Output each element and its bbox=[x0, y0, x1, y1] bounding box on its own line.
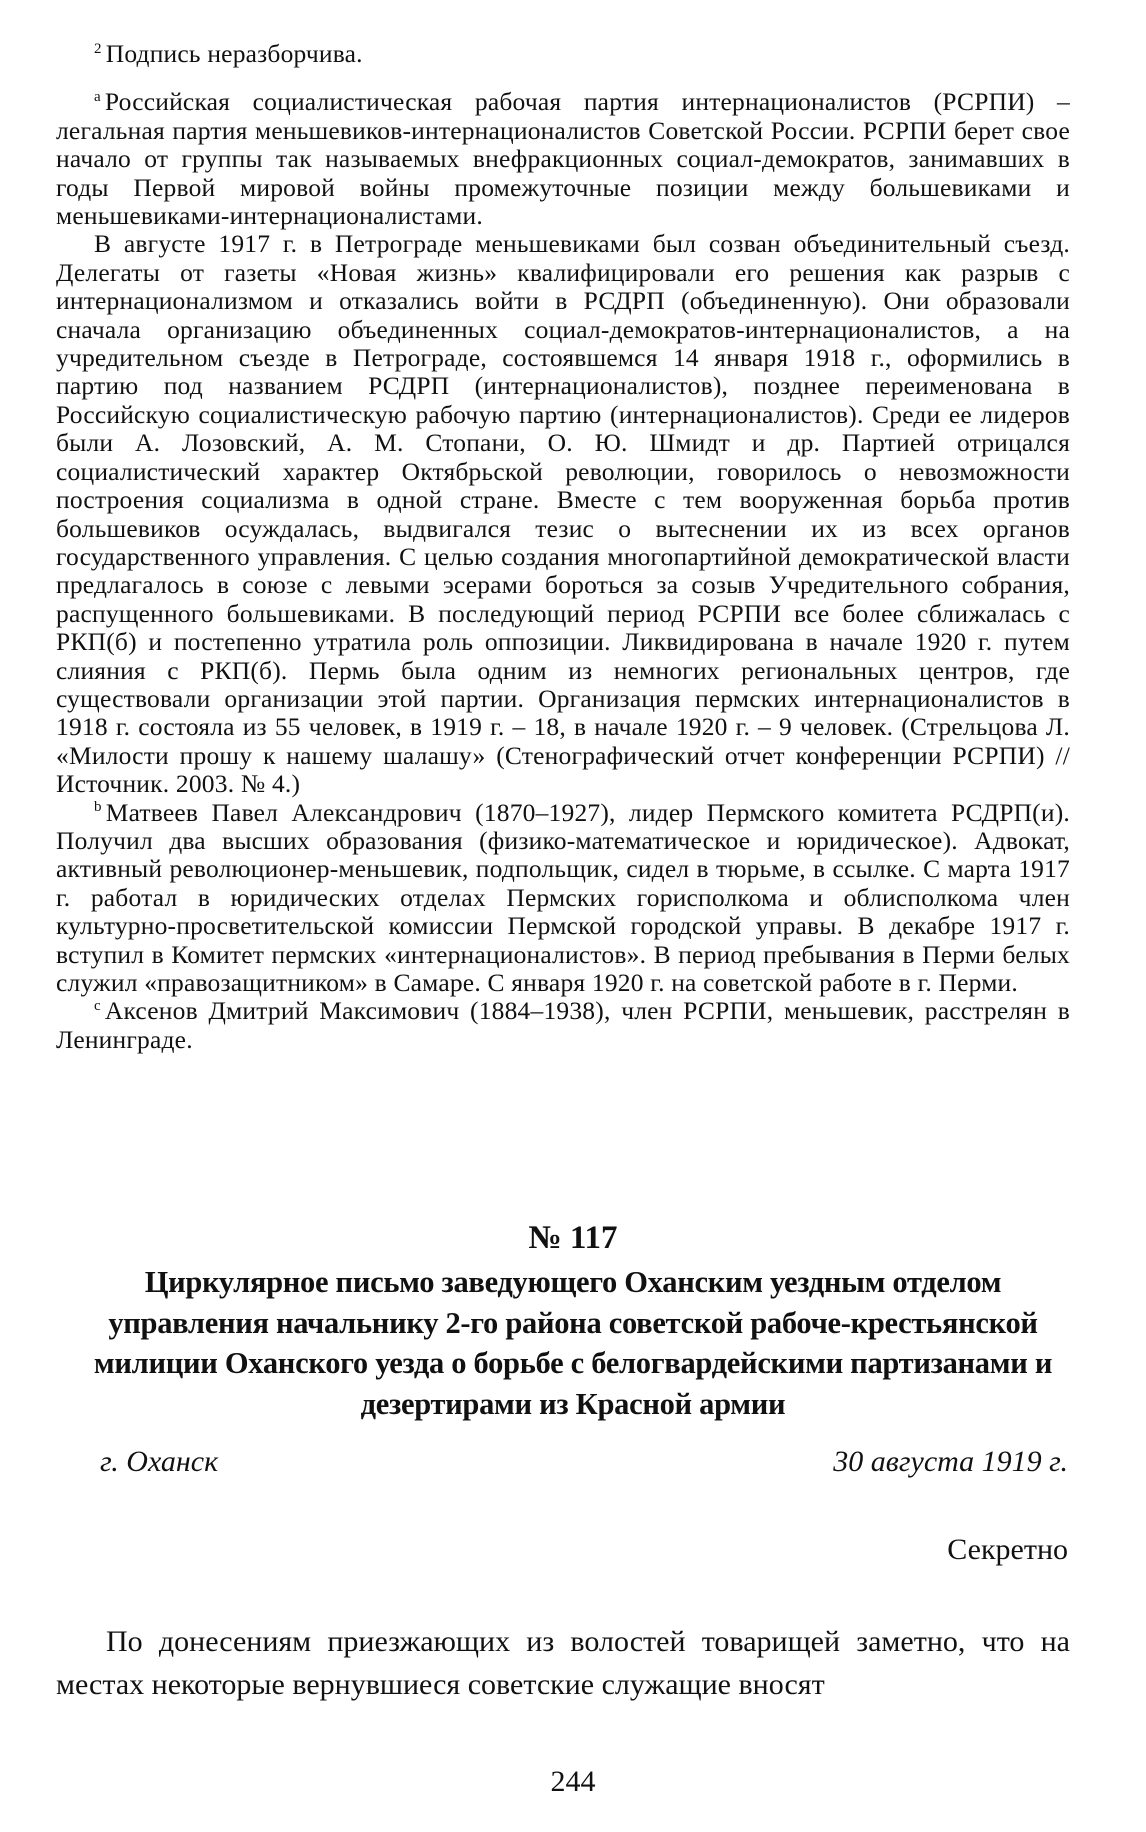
footnotes-section bbox=[56, 40, 1070, 1054]
document-body bbox=[56, 1620, 1070, 1706]
document-place: г. Оханск bbox=[100, 1445, 219, 1478]
footnote-text: Матвеев Павел Александрович (1870–1927), лидер Пермского комитета РСДРП(и). Получил два высших образования (физико-математическое и юридическое). Адвокат, активный революционер-меньшевик, подпольщик, сидел в тюрьме, в ссылке. С марта 1917 г. работал в юридических отделах Пермских горисполкома и облисполкома член культурно-просветительской комиссии Пермской городской управы. В декабре 1917 г. вступил в Комитет пермских «интернационалистов». В период пребывания в Перми белых служил «правозащитником» в Самаре. С января 1920 г. на советской работе в г. Перми. bbox=[56, 797, 1070, 997]
footnote-text: Аксенов Дмитрий Максимович (1884–1938), член РСРПИ, меньшевик, расстрелян в Ленинграде. bbox=[56, 996, 1070, 1054]
document-number: № 117 bbox=[528, 1220, 618, 1256]
footnote-a-continued bbox=[56, 230, 1070, 798]
footnote-text: Российская социалистическая рабочая партия интернационалистов (РСРПИ) – легальная партия меньшевиков-интернационалистов Советской России. РСРПИ берет свое начало от группы так называемых внефракционных социал-демократов, занимавших в годы Первой мировой войны промежуточные позиции между большевиками и меньшевиками-интернационалистами. bbox=[56, 87, 1070, 231]
document-title: Циркулярное письмо заведующего Оханским уездным отделом управления начальнику 2-го района советской рабоче-крестьянской милиции Оханского уезда о борьбе с белогвардейскими партизанами и дезертирами из Красной армии bbox=[93, 1265, 1053, 1421]
footnote-a bbox=[56, 88, 1070, 230]
footnote-text: В августе 1917 г. в Петрограде меньшевиками был созван объединительный съезд. Делегаты от газеты «Новая жизнь» квалифицировали его решения как разрыв с интернационализмом и отказались войти в РСДРП (объединенную). Они образовали сначала организацию объединенных социал-демократов-интернационалистов, а на учредительном съезде в Петрограде, состоявшемся 14 января 1918 г., оформились в партию под названием РСДРП (интернационалистов), позднее переименована в Российскую социалистическую рабочую партию (интернационалистов). Среди ее лидеров были А. Лозовский, А. М. Стопани, О. Ю. Шмидт и др. Партией отрицался социалистический характер Октябрьской революции, говорилось о невозможности построения социализма в одной стране. Вместе с тем вооруженная борьба против большевиков осуждалась, выдвигался тезис о вытеснении их из всех органов государственного управления. С целью создания многопартийной демократической власти предлагалось в союзе с левыми эсерами бороться за созыв Учредительного собрания, распущенного большевиками. В последующий период РСРПИ все более сближалась с РКП(б) и постепенно утратила роль оппозиции. Ликвидирована в начале 1920 г. путем слияния с РКП(б). Пермь была одним из немногих региональных центров, где существовали организации этой партии. Организация пермских интернационалистов в 1918 г. состояла из 55 человек, в 1919 г. – 18, в начале 1920 г. – 9 человек. (Стрельцова Л. «Милости прошу к нашему шалашу» (Стенографический отчет конференции РСРПИ) // Источник. 2003. № 4.) bbox=[56, 229, 1070, 799]
footnote-marker: 2 bbox=[94, 40, 102, 57]
footnote-marker: a bbox=[94, 88, 101, 105]
footnote-b bbox=[56, 799, 1070, 998]
page-number: 244 bbox=[550, 1765, 596, 1798]
footnote-2 bbox=[56, 40, 1070, 68]
footnote-c bbox=[56, 997, 1070, 1054]
footnote-marker: b bbox=[94, 799, 102, 816]
footnote-marker: c bbox=[94, 997, 101, 1014]
classification-label: Секретно bbox=[947, 1533, 1068, 1566]
footnote-text: Подпись неразборчива. bbox=[105, 39, 363, 68]
body-paragraph: По донесениям приезжающих из волостей товарищей заметно, что на местах некоторые вернувшиеся советские служащие вносят bbox=[56, 1625, 1070, 1701]
document-date: 30 августа 1919 г. bbox=[833, 1445, 1068, 1478]
